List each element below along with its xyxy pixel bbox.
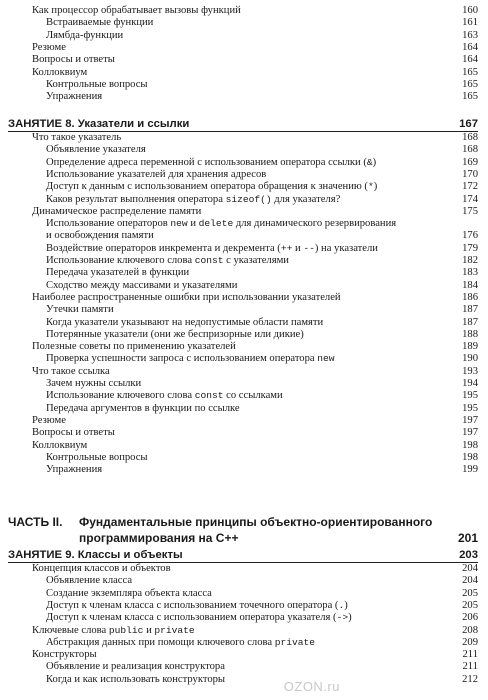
toc-entry-page: 205 (462, 587, 478, 599)
text-fragment: и (292, 242, 304, 254)
part-2-page: 201 (457, 531, 478, 545)
toc-entry-page: 168 (462, 144, 478, 156)
code-fragment: ++ (280, 242, 293, 254)
toc-entry (0, 90, 488, 104)
text-fragment: Наиболее распространенные ошибки при использовании указателей (32, 291, 341, 303)
text-fragment: Объявление указателя (46, 144, 146, 156)
text-fragment: с указателями (223, 255, 289, 266)
toc-entry-page: 198 (462, 451, 478, 463)
toc-entry-page: 209 (462, 636, 478, 648)
toc-entry (0, 673, 488, 687)
text-fragment: для указателя? (271, 193, 341, 205)
text-fragment: и (143, 624, 155, 636)
text-fragment: ) (348, 612, 352, 624)
text-fragment: Использование ключевого слова (46, 255, 195, 266)
toc-entry-page: 189 (462, 341, 478, 353)
toc-entry-page: 165 (462, 91, 478, 103)
text-fragment: Динамическое распределение памяти (32, 205, 202, 217)
toc-entry-page: 197 (462, 427, 478, 439)
chapter-9-title: ЗАНЯТИЕ 9. Классы и объекты (8, 549, 183, 561)
toc-entry-page: 161 (462, 17, 478, 29)
text-fragment: Резюме (32, 414, 66, 426)
toc-entry-page: 165 (462, 78, 478, 90)
text-fragment: Абстракция данных при помощи ключевого слова (46, 636, 275, 648)
toc-entry-page: 174 (462, 193, 478, 205)
toc-entry-page: 211 (462, 661, 478, 673)
toc-entry-page: 208 (462, 624, 478, 636)
toc-entry (0, 463, 488, 477)
text-fragment: Объявление и реализация конструктора (46, 661, 225, 673)
text-fragment: Воздействие операторов инкремента и декремента ( (46, 242, 281, 254)
chapter-8-page: 167 (459, 118, 478, 130)
text-fragment: и освобождения памяти (46, 230, 154, 242)
toc-entry-page: 198 (462, 439, 478, 451)
text-fragment: Вопросы и ответы (32, 427, 115, 439)
text-fragment: со ссылками (223, 390, 283, 402)
text-fragment: Объявление класса (46, 575, 133, 587)
toc-entry-page: 211 (462, 649, 478, 661)
code-fragment: & (366, 156, 373, 168)
chapter-9-page: 203 (459, 549, 478, 561)
code-fragment: delete (198, 218, 234, 230)
toc-entry-page: 176 (462, 230, 478, 242)
toc-entry-page: 183 (462, 267, 478, 279)
text-fragment: для динамического резервирования (233, 218, 397, 230)
toc-entry-page: 164 (462, 41, 478, 53)
code-fragment: new (317, 353, 335, 365)
toc-entry-title: Как процессор обрабатывает вызовы функций (32, 5, 241, 16)
text-fragment: Концепция классов и объектов (32, 563, 171, 574)
toc-entry-page: 160 (462, 5, 478, 16)
text-fragment: и (187, 218, 199, 230)
text-fragment: Утечки памяти (46, 304, 114, 316)
text-fragment: Когда указатели указывают на недопустимые области памяти (46, 316, 324, 328)
text-fragment: Контрольные вопросы (46, 451, 148, 463)
toc-entry-page: 204 (462, 563, 478, 574)
code-fragment: const (194, 390, 224, 402)
code-fragment: -> (336, 612, 349, 624)
code-fragment: private (154, 624, 195, 636)
toc-entry-page: 194 (462, 378, 478, 389)
toc-entry-title (46, 463, 102, 477)
text-fragment: Что такое указатель (32, 132, 122, 143)
text-fragment: Использование указателей для хранения адресов (46, 168, 267, 180)
toc-entry-page: 195 (462, 402, 478, 414)
text-fragment: Каков результат выполнения оператора (46, 193, 226, 205)
text-fragment: Что такое ссылка (32, 365, 110, 377)
code-fragment: const (194, 255, 224, 266)
toc-entry-title: Упражнения (46, 91, 103, 103)
toc-entry-title: Контрольные вопросы (46, 78, 148, 90)
code-fragment: * (367, 181, 374, 193)
toc-entry-page: 182 (462, 255, 478, 266)
text-fragment: ) (373, 181, 378, 193)
toc-entry-title: Резюме (32, 41, 66, 53)
toc-entry-page: 212 (462, 673, 478, 685)
toc-entry-page: 186 (462, 291, 478, 303)
toc-entry-page: 175 (462, 205, 478, 217)
text-fragment: Передача аргументов в функции по ссылке (46, 402, 240, 414)
watermark: OZON.ru (283, 679, 340, 694)
text-fragment: Доступ к членам класса с использованием точечного оператора ( (46, 599, 339, 611)
code-fragment: new (170, 218, 188, 230)
toc-entry-page: 165 (462, 66, 478, 78)
toc-entry-title: Вопросы и ответы (32, 54, 115, 66)
toc-entry-title: Коллоквиум (32, 66, 88, 78)
toc-entry-page: 170 (462, 168, 478, 180)
toc-entry-title: Встраиваемые функции (46, 17, 154, 29)
text-fragment: ) (344, 599, 348, 611)
toc-entry-title (46, 673, 225, 687)
toc-entry-page: 169 (462, 156, 478, 168)
text-fragment: ) (372, 156, 377, 168)
toc-entry-page: 195 (462, 390, 478, 402)
text-fragment: Использование ключевого слова (46, 390, 195, 402)
toc-entry-page: 206 (462, 612, 478, 624)
code-fragment: -- (303, 242, 315, 254)
toc-entry-page: 179 (462, 242, 478, 254)
toc-entry-page: 197 (462, 414, 478, 426)
text-fragment: Определение адреса переменной с использованием оператора ссылки ( (46, 156, 367, 168)
chapter-8-title: ЗАНЯТИЕ 8. Указатели и ссылки (8, 118, 190, 130)
text-fragment: Когда и как использовать конструкторы (46, 673, 226, 685)
part-2-label: ЧАСТЬ II. (8, 515, 63, 529)
toc-entry-page: 205 (462, 599, 478, 611)
toc-entry-page: 164 (462, 54, 478, 66)
toc-entry-page: 188 (462, 328, 478, 340)
code-fragment: private (274, 636, 316, 648)
text-fragment: Конструкторы (32, 649, 97, 661)
code-fragment: . (338, 599, 345, 611)
toc-entry-page: 199 (462, 464, 478, 476)
text-fragment: Доступ к членам класса с использованием оператора указателя ( (46, 612, 337, 624)
text-fragment: Доступ к данным с использованием оператора обращения к значению ( (46, 181, 368, 193)
toc-entry-page: 187 (462, 304, 478, 316)
toc-entry-page: 184 (462, 279, 478, 291)
text-fragment: Потерянные указатели (они же беспризорные или дикие) (46, 328, 304, 340)
toc-entry-page: 190 (462, 353, 478, 365)
text-fragment: Передача указателей в функции (46, 267, 190, 279)
toc-entry-page: 168 (462, 132, 478, 143)
toc-entry-page: 193 (462, 365, 478, 377)
text-fragment: Коллоквиум (32, 439, 88, 451)
toc-entry-page: 172 (462, 181, 478, 193)
text-fragment: Ключевые слова (32, 624, 109, 636)
toc-entry-page: 204 (462, 575, 478, 587)
code-fragment: sizeof() (225, 193, 272, 205)
text-fragment: Зачем нужны ссылки (46, 378, 142, 389)
text-fragment: Упражнения (46, 464, 103, 476)
text-fragment: Использование операторов (46, 218, 171, 230)
text-fragment: ) на указатели (314, 242, 378, 254)
toc-entry-page: 163 (462, 29, 478, 41)
code-fragment: public (108, 624, 144, 636)
toc-entry-page: 187 (462, 316, 478, 328)
text-fragment: Полезные советы по применению указателей (32, 341, 236, 353)
toc-entry-title: Лямбда-функции (46, 29, 124, 41)
text-fragment: Проверка успешности запроса с использованием оператора (46, 353, 318, 365)
text-fragment: Создание экземпляра объекта класса (46, 587, 212, 599)
part-2-title: Фундаментальные принципы объектно-ориентированного программирования на С++ (79, 515, 433, 545)
text-fragment: Сходство между массивами и указателями (46, 279, 238, 291)
